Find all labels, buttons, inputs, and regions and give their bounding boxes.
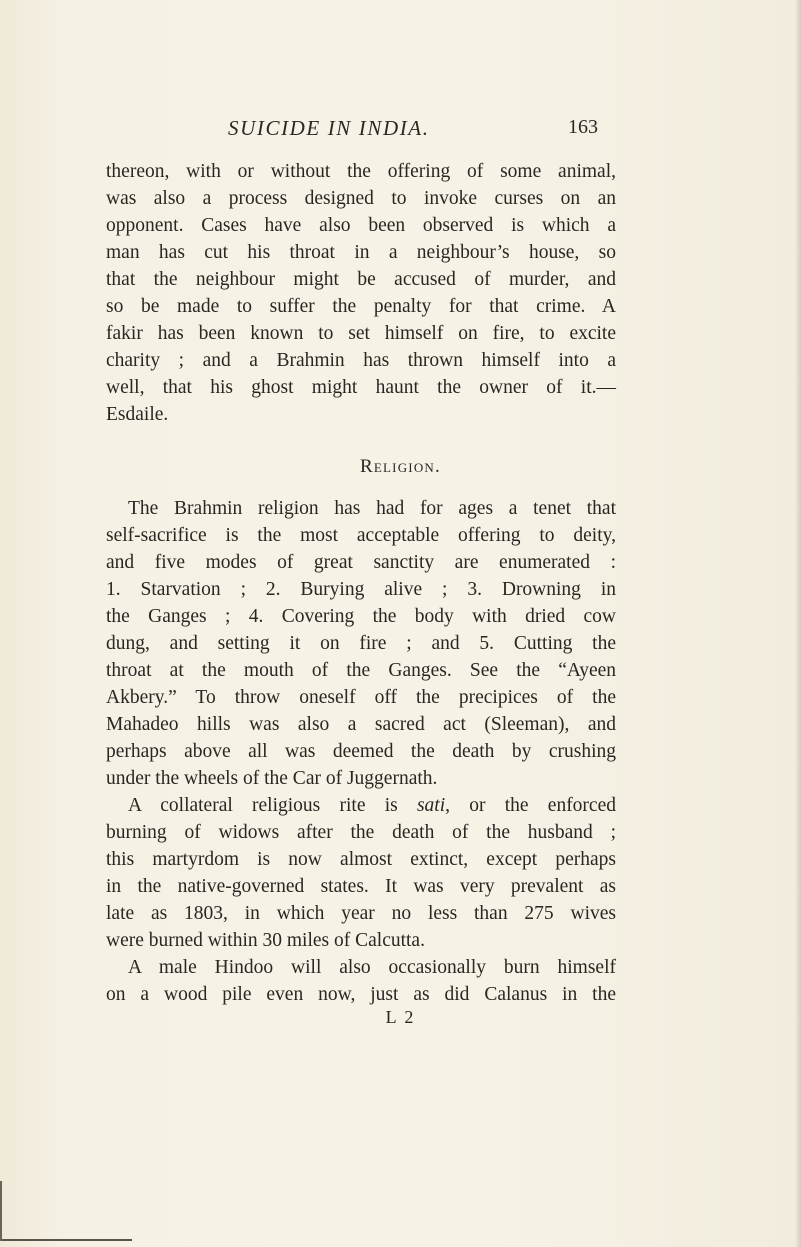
text-line: in the native-governed states. It was very prevalent as (106, 876, 616, 897)
text-line: on a wood pile even now, just as did Calanus in the (106, 984, 616, 1005)
text-line: man has cut his throat in a neighbour’s house, so (106, 242, 616, 263)
text-line: dung, and setting it on fire ; and 5. Cutting the (106, 633, 616, 654)
text-line: that the neighbour might be accused of murder, and (106, 269, 616, 290)
text-run: , or the enforced (445, 795, 616, 816)
text-line: and five modes of great sanctity are enumerated : (106, 552, 616, 573)
section-heading: Religion. (360, 456, 441, 477)
text-line: thereon, with or without the offering of some animal, (106, 161, 616, 182)
page-number: 163 (568, 116, 598, 138)
text-line: this martyrdom is now almost extinct, except perhaps (106, 849, 616, 870)
text-line: A male Hindoo will also occasionally burn himself (128, 957, 616, 978)
text-line: opponent. Cases have also been observed is which a (106, 215, 616, 236)
text-line: self-sacrifice is the most acceptable offering to deity, (106, 525, 616, 546)
text-line: was also a process designed to invoke curses on an (106, 188, 616, 209)
text-line: throat at the mouth of the Ganges. See the “Ayeen (106, 660, 616, 681)
text-line: burning of widows after the death of the husband ; (106, 822, 616, 843)
text-run: A collateral religious rite is (128, 795, 417, 816)
text-line: Esdaile. (106, 404, 169, 425)
text-line: Akbery.” To throw oneself off the precipices of the (106, 687, 616, 708)
text-line: Mahadeo hills was also a sacred act (Sleeman), and (106, 714, 616, 735)
signature-mark: L 2 (385, 1007, 416, 1027)
italic-term: sati (416, 795, 446, 816)
text-line: the Ganges ; 4. Covering the body with dried cow (106, 606, 616, 627)
text-line: The Brahmin religion has had for ages a tenet that (128, 498, 616, 519)
page-corner-line (0, 1181, 2, 1241)
text-line: perhaps above all was deemed the death by crushing (106, 741, 616, 762)
text-line: under the wheels of the Car of Juggernath. (106, 768, 438, 789)
text-line-with-italic (128, 793, 616, 819)
text-line: well, that his ghost might haunt the owner of it.— (106, 377, 616, 398)
text-line: fakir has been known to set himself on fire, to excite (106, 323, 616, 344)
running-title: SUICIDE IN INDIA. (228, 116, 430, 140)
text-line: 1. Starvation ; 2. Burying alive ; 3. Drowning in (106, 579, 616, 600)
text-line: were burned within 30 miles of Calcutta. (106, 930, 425, 951)
text-line: late as 1803, in which year no less than 275 wives (106, 903, 616, 924)
page-edge-line (0, 1239, 132, 1241)
text-line: charity ; and a Brahmin has thrown himself into a (106, 350, 616, 371)
running-head (0, 116, 801, 142)
text-line: so be made to suffer the penalty for that crime. A (106, 296, 616, 317)
page-edge-shadow (795, 0, 801, 1247)
